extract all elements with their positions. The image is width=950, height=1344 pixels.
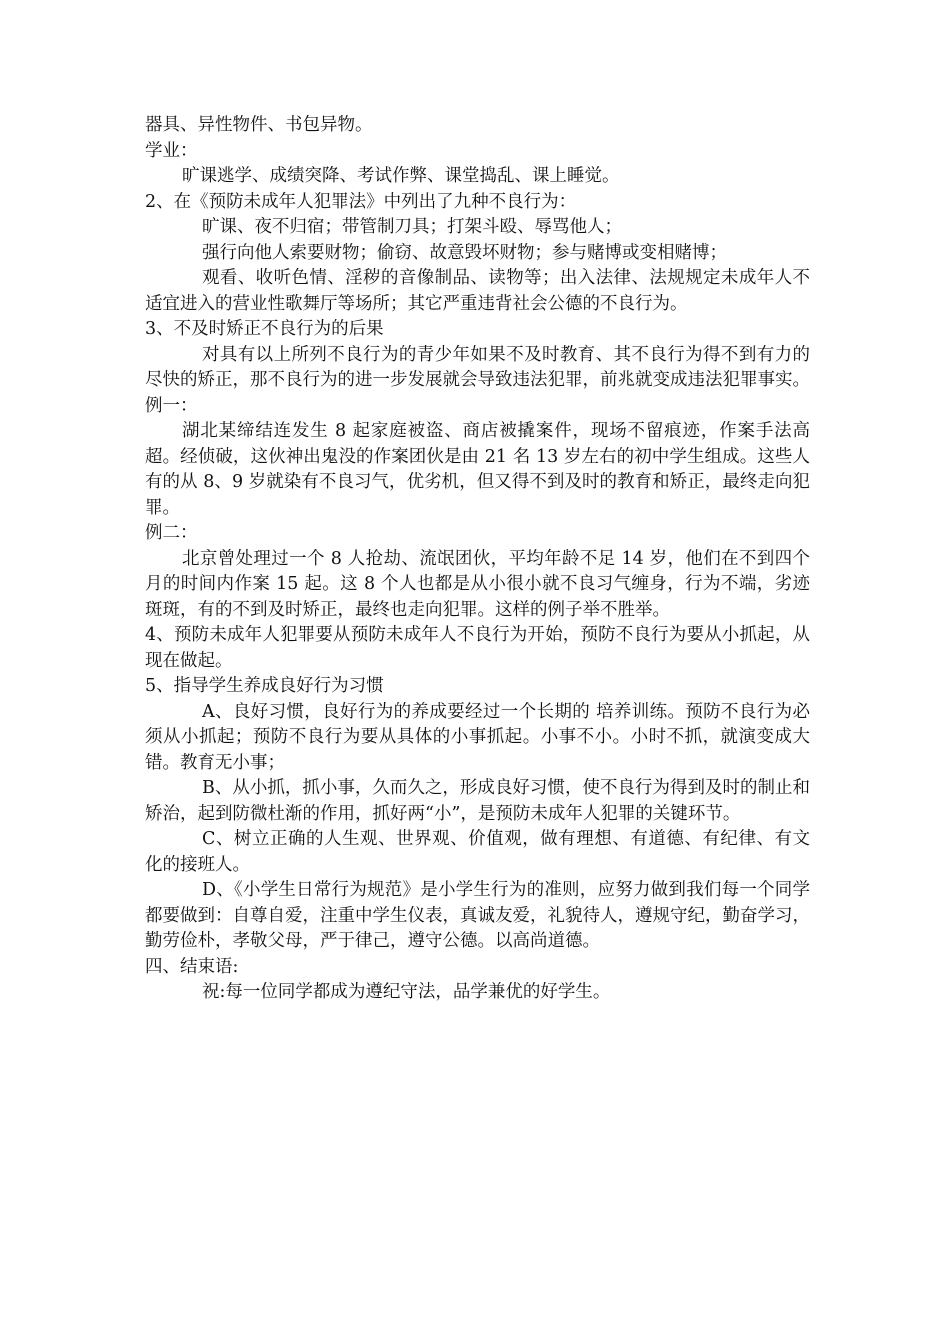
text-line: 旷课逃学、成绩突降、考试作弊、课堂捣乱、课上睡觉。 <box>182 166 620 186</box>
paragraph: 湖北某缔结连发生 8 起家庭被盗、商店被撬案件，现场不留痕迹，作案手法高超。经侦破，这伙神出鬼没的作案团伙是由 21 名 13 岁左右的初中学生组成。这些人有的从 8、9 岁就染有不良习气，优劣机，但又得不到及时的教育和矫正，最终走向犯罪。 <box>145 421 810 518</box>
section-heading-4: 4、预防未成年人犯罪要从预防未成年人不良行为开始，预防不良行为要从小抓起，从现在做起。 <box>145 625 810 671</box>
section-heading-3: 3、不及时矫正不良行为的后果 <box>145 319 384 339</box>
paragraph: 北京曾处理过一个 8 人抢劫、流氓团伙，平均年龄不足 14 岁，他们在不到四个月的时间内作案 15 起。这 8 个人也都是从小很小就不良习气缠身，行为不端，劣迹斑斑，有的不到及时矫正，最终也走向犯罪。这样的例子举不胜举。 <box>145 548 810 620</box>
section-heading-2: 2、在《预防未成年人犯罪法》中列出了九种不良行为： <box>145 191 577 212</box>
text-line: 旷课、夜不归宿；带管制刀具；打架斗殴、辱骂他人； <box>202 217 622 237</box>
paragraph: 观看、收听色情、淫秽的音像制品、读物等；出入法律、法规规定未成年人不适宜进入的营业性歌舞厅等场所；其它严重违背社会公德的不良行为。 <box>145 268 810 314</box>
paragraph: C、树立正确的人生观、世界观、价值观，做有理想、有道德、有纪律、有文化的接班人。 <box>145 829 810 875</box>
example-label-2: 例二： <box>145 523 198 543</box>
example-label-1: 例一： <box>145 395 198 416</box>
document-body <box>145 113 810 1006</box>
paragraph: 对具有以上所列不良行为的青少年如果不及时教育、其不良行为得不到有力的尽快的矫正，那不良行为的进一步发展就会导致违法犯罪，前兆就变成违法犯罪事实。 <box>145 344 810 390</box>
section-heading-closing: 四、结束语: <box>145 956 239 977</box>
text-line: 器具、异性物件、书包异物。 <box>145 115 373 135</box>
paragraph: B、从小抓，抓小事，久而久之，形成良好习惯，使不良行为得到及时的制止和矫治，起到防微杜渐的作用，抓好两“小”，是预防未成年人犯罪的关键环节。 <box>145 778 810 824</box>
section-label-academic: 学业： <box>145 140 198 161</box>
closing-line: 祝:每一位同学都成为遵纪守法，品学兼优的好学生。 <box>202 982 611 1002</box>
paragraph: A、良好习惯，良好行为的养成要经过一个长期的 培养训练。预防不良行为必须从小抓起；预防不良行为要从具体的小事抓起。小事不小。小时不抓，就演变成大错。教育无小事； <box>145 701 810 773</box>
paragraph: D、《小学生日常行为规范》是小学生行为的准则，应努力做到我们每一个同学都要做到：自尊自爱，注重中学生仪表，真诚友爱，礼貌待人，遵规守纪，勤奋学习，勤劳俭朴，孝敬父母，严于律己，遵守公德。以高尚道德。 <box>145 880 810 951</box>
text-line: 强行向他人索要财物；偷窃、故意毁坏财物；参与赌博或变相赌博； <box>202 242 727 263</box>
section-heading-5: 5、指导学生养成良好行为习惯 <box>145 676 384 696</box>
